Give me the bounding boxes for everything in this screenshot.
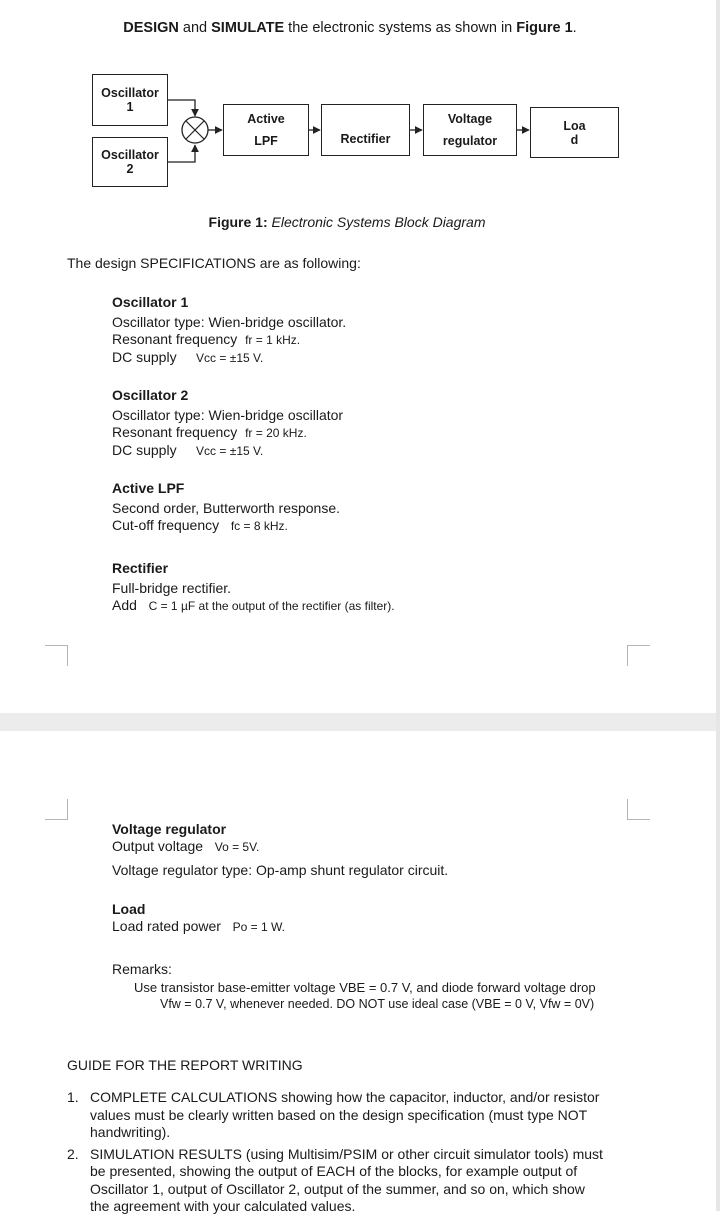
- list-line: the agreement with your calculated values.: [90, 1198, 356, 1214]
- remarks: [112, 961, 596, 1013]
- list-number: 1.: [67, 1089, 79, 1105]
- list-line: handwriting).: [90, 1124, 171, 1140]
- section-heading: Load: [112, 901, 146, 917]
- guide-heading: GUIDE FOR THE REPORT WRITING: [67, 1057, 303, 1073]
- figure-caption: Figure 1: Electronic Systems Block Diagram: [208, 214, 486, 230]
- spec-line: Oscillator type: Wien-bridge oscillator.: [112, 314, 347, 330]
- section-heading: Voltage regulator: [112, 821, 227, 837]
- spec-line: Second order, Butterworth response.: [112, 500, 341, 516]
- section-heading: Rectifier: [112, 560, 169, 576]
- spec-intro: The design SPECIFICATIONS are as following:: [67, 255, 361, 271]
- spec-line: Full-bridge rectifier.: [112, 580, 232, 596]
- oscillator-2-block: Oscillator 2: [92, 137, 168, 187]
- summer-icon: [182, 117, 208, 143]
- section-heading: Oscillator 1: [112, 294, 189, 310]
- margin-corner: [45, 799, 68, 820]
- list-line: SIMULATION RESULTS (using Multisim/PSIM or other circuit simulator tools) must: [90, 1145, 603, 1162]
- spec-line: Output voltage Vo = 5V.: [112, 838, 260, 854]
- list-line: Oscillator 1, output of Oscillator 2, output of the summer, and so on, which show: [90, 1180, 585, 1197]
- margin-corner: [45, 645, 68, 666]
- spec-line: DC supply Vcc = ±15 V.: [112, 442, 264, 458]
- spec-rectifier: [112, 560, 395, 615]
- oscillator-1-block: Oscillator 1: [92, 74, 168, 126]
- section-heading: Active LPF: [112, 480, 185, 496]
- margin-corner: [627, 645, 650, 666]
- list-number: 2.: [67, 1145, 79, 1162]
- spec-line: Voltage regulator type: Op-amp shunt regulator circuit.: [112, 862, 449, 878]
- spec-line: Oscillator type: Wien-bridge oscillator: [112, 407, 344, 423]
- spec-oscillator-1: [112, 294, 346, 367]
- list-line: values must be clearly written based on the design specification (must type NOT: [90, 1106, 588, 1123]
- spec-line: Add C = 1 µF at the output of the rectifier (as filter).: [112, 597, 395, 613]
- margin-corner: [627, 799, 650, 820]
- osc1-connector: [168, 100, 195, 116]
- spec-voltage-regulator: [112, 821, 448, 879]
- spec-line: Load rated power Po = 1 W.: [112, 918, 285, 934]
- voltage-regulator-block: Voltage regulator: [423, 104, 517, 156]
- spec-oscillator-2: [112, 387, 343, 460]
- spec-line: DC supply Vcc = ±15 V.: [112, 349, 264, 365]
- list-item: [67, 1146, 647, 1216]
- rectifier-block: Rectifier: [321, 104, 410, 156]
- active-lpf-block: Active LPF: [223, 104, 309, 156]
- section-heading: Oscillator 2: [112, 387, 189, 403]
- page-gap: [0, 713, 720, 731]
- spec-line: Cut-off frequency fc = 8 kHz.: [112, 517, 288, 533]
- list-item: [67, 1089, 647, 1142]
- spec-line: Resonant frequency fr = 1 kHz.: [112, 331, 301, 347]
- load-block: Loa d: [530, 107, 619, 158]
- diagram-connectors: [0, 0, 720, 200]
- spec-line: Resonant frequency fr = 20 kHz.: [112, 424, 307, 440]
- remarks-line: Use transistor base-emitter voltage VBE = 0.7 V, and diode forward voltage drop: [134, 980, 596, 995]
- spec-load: [112, 901, 285, 936]
- page-title: DESIGN and SIMULATE the electronic systems as shown in Figure 1.: [123, 20, 577, 36]
- list-line: COMPLETE CALCULATIONS showing how the capacitor, inductor, and/or resistor: [90, 1089, 600, 1105]
- guide-list: [67, 1089, 647, 1216]
- spec-active-lpf: [112, 480, 340, 535]
- osc2-connector: [168, 145, 195, 162]
- remarks-line: Vfw = 0.7 V, whenever needed. DO NOT use ideal case (VBE = 0 V, Vfw = 0V): [160, 997, 595, 1011]
- list-line: be presented, showing the output of EACH of the blocks, for example output of: [90, 1163, 578, 1179]
- remarks-heading: Remarks:: [112, 961, 172, 977]
